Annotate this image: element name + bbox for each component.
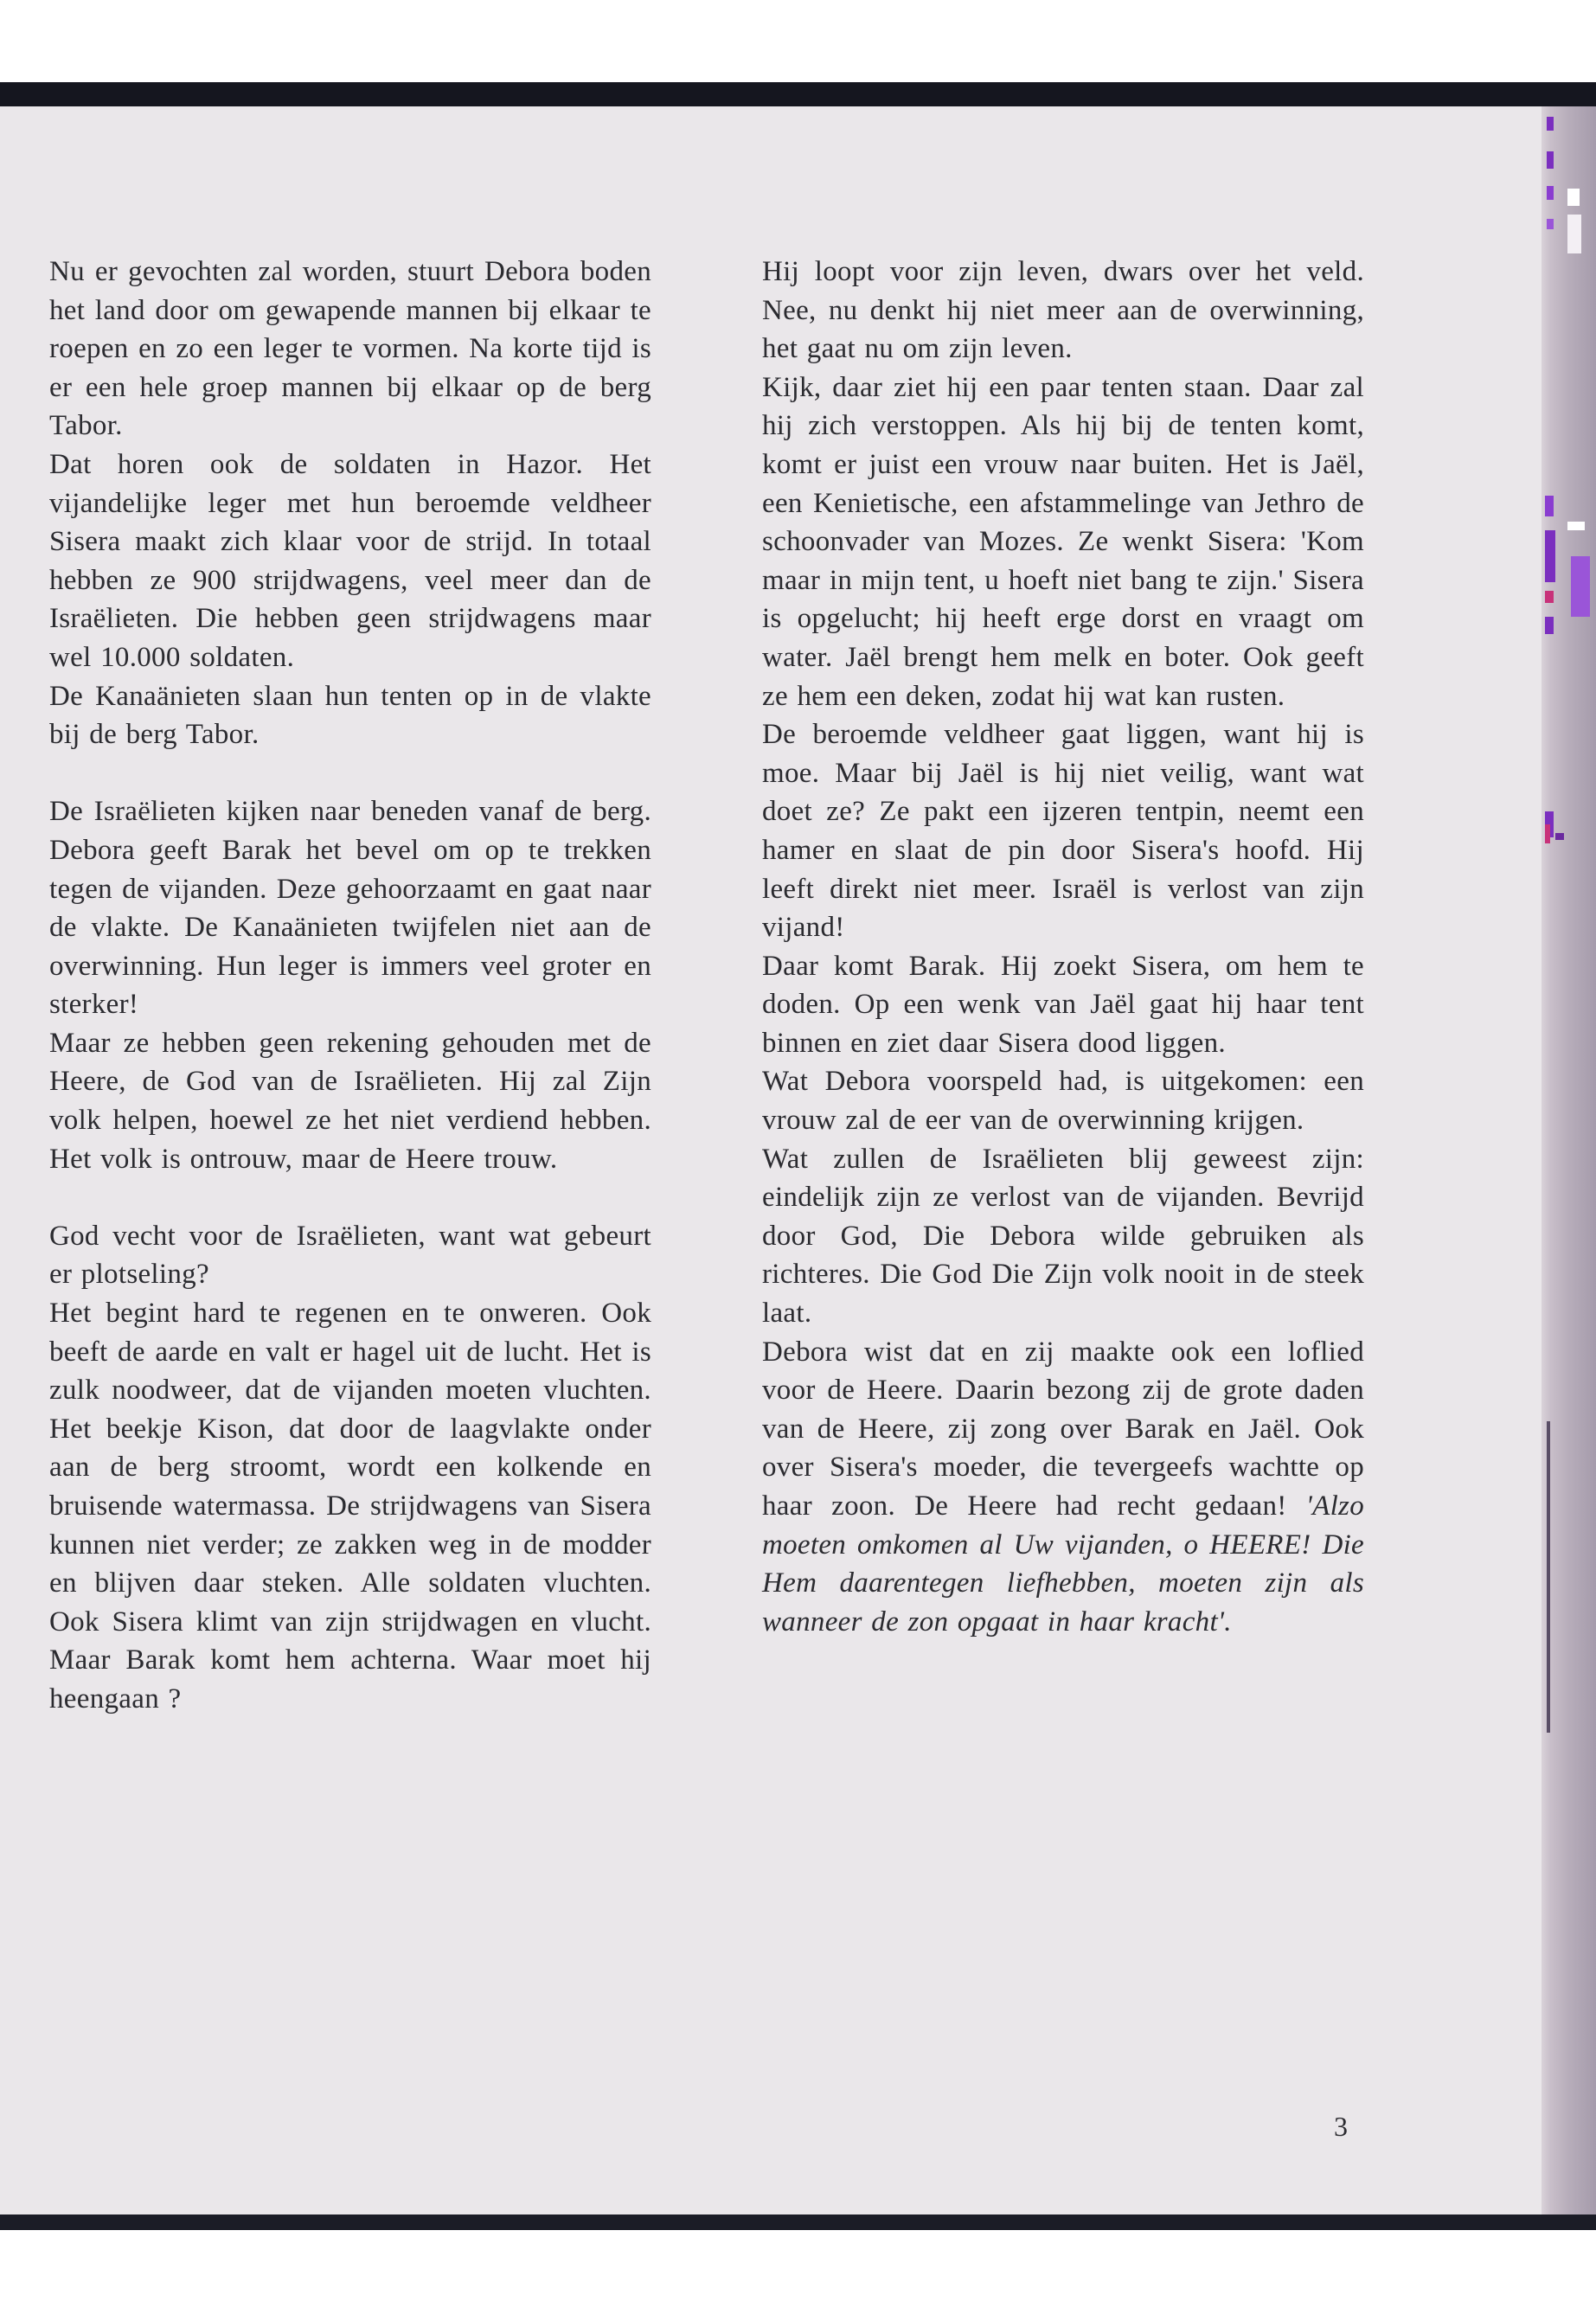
paragraph: De Israëlieten kijken naar beneden vanaf de berg. Debora geeft Barak het bevel om op te trekken tegen de vijanden. Deze gehoorzaamt en gaat naar de vlakte. De Kanaänieten twijfelen niet aan de overwinning. Hun leger is immers veel groter en sterker!	[49, 796, 651, 1021]
page-edge	[1542, 106, 1596, 2214]
final-paragraph-text: Debora wist dat en zij maakte ook een loflied voor de Heere. Daarin bezong zij de grote daden van de Heere, zij zong over Barak en Jaël. Ook over Sisera's moeder, die tevergeefs wachtte op haar zoon. De Heere had recht gedaan!	[762, 1336, 1364, 1522]
edge-color-mark	[1545, 496, 1554, 516]
edge-color-mark	[1567, 189, 1580, 206]
paragraph: De beroemde veldheer gaat liggen, want hij is moe. Maar bij Jaël is hij niet veilig, want wat doet ze? Ze pakt een ijzeren tentpin, neemt een hamer en slaat de pin door Sisera's hoofd. Hij leeft direkt niet meer. Israël is verlost van zijn vijand!	[762, 719, 1364, 944]
scan-top-band	[0, 82, 1596, 106]
edge-color-mark	[1545, 591, 1554, 603]
scan-bottom-band	[0, 2214, 1596, 2230]
edge-color-mark	[1547, 186, 1554, 200]
paragraph: Wat zullen de Israëlieten blij geweest zijn: eindelijk zijn ze verlost van de vijanden. Bevrijd door God, Die Debora wilde gebruiken als richteres. Die God Die Zijn volk nooit in de steek laat.	[762, 1143, 1364, 1330]
paragraph: Dat horen ook de soldaten in Hazor. Het vijandelijke leger met hun beroemde veldheer Sisera maakt zich klaar voor de strijd. In totaal hebben ze 900 strijdwagens, veel meer dan de Israëlieten. Die hebben geen strijdwagens maar wel 10.000 soldaten.	[49, 448, 651, 673]
page-number: 3	[1334, 2111, 1348, 2142]
edge-color-mark	[1567, 522, 1585, 530]
paragraph: De Kanaänieten slaan hun tenten op in de vlakte bij de berg Tabor.	[49, 680, 651, 751]
scripture-quote: 'Alzo moeten omkomen al Uw vijanden, o HEERE! Die Hem daarentegen liefhebben, moeten zijn als wanneer de zon opgaat in haar kracht'.	[762, 1490, 1364, 1638]
paragraph: Het begint hard te regenen en te onweren. Ook beeft de aarde en valt er hagel uit de lucht. Het is zulk noodweer, dat de vijanden moeten vluchten. Het beekje Kison, dat door de laagvlakte onder aan de berg stroomt, wordt een kolkende en bruisende watermassa. De strijdwagens van Sisera kunnen niet verder; ze zakken weg in de modder en blijven daar steken. Alle soldaten vluchten. Ook Sisera klimt van zijn strijdwagen en vlucht. Maar Barak komt hem achterna. Waar moet hij heengaan ?	[49, 1298, 651, 1715]
edge-color-mark	[1555, 833, 1564, 840]
edge-color-mark	[1547, 151, 1554, 169]
edge-color-mark	[1545, 530, 1555, 582]
paragraph: Wat Debora voorspeld had, is uitgekomen: een vrouw zal de eer van de overwinning krijgen.	[762, 1066, 1364, 1137]
paragraph: Daar komt Barak. Hij zoekt Sisera, om hem te doden. Op een wenk van Jaël gaat hij haar tent binnen en ziet daar Sisera dood liggen.	[762, 950, 1364, 1059]
left-text-column	[49, 253, 651, 1719]
paragraph: Kijk, daar ziet hij een paar tenten staan. Daar zal hij zich verstoppen. Als hij bij de tenten komt, komt er juist een vrouw naar buiten. Het is Jaël, een Kenietische, een afstammelinge van Jethro de schoonvader van Mozes. Ze wenkt Sisera: 'Kom maar in mijn tent, u hoeft niet bang te zijn.' Sisera is opgelucht; hij heeft erge dorst en vraagt om water. Jaël brengt hem melk en boter. Ook geeft ze hem een deken, zodat hij wat kan rusten.	[762, 371, 1364, 712]
paragraph: Nu er gevochten zal worden, stuurt Debora boden het land door om gewapende mannen bij elkaar te roepen en zo een leger te vormen. Na korte tijd is er een hele groep mannen bij elkaar op de berg Tabor.	[49, 256, 651, 442]
edge-color-mark	[1571, 556, 1590, 617]
edge-color-mark	[1567, 215, 1581, 253]
paragraph: God vecht voor de Israëlieten, want wat gebeurt er plotseling?	[49, 1220, 651, 1291]
right-text-column	[762, 253, 1364, 1641]
edge-color-mark	[1545, 824, 1550, 843]
edge-color-mark	[1545, 617, 1554, 634]
paragraph: Hij loopt voor zijn leven, dwars over het veld. Nee, nu denkt hij niet meer aan de overwinning, het gaat nu om zijn leven.	[762, 256, 1364, 365]
final-paragraph	[762, 1333, 1364, 1642]
paragraph: Maar ze hebben geen rekening gehouden met de Heere, de God van de Israëlieten. Hij zal Zijn volk helpen, hoewel ze het niet verdiend hebben. Het volk is ontrouw, maar de Heere trouw.	[49, 1027, 651, 1175]
edge-color-mark	[1547, 117, 1554, 131]
edge-color-mark	[1547, 219, 1554, 229]
edge-color-mark	[1547, 1421, 1550, 1733]
